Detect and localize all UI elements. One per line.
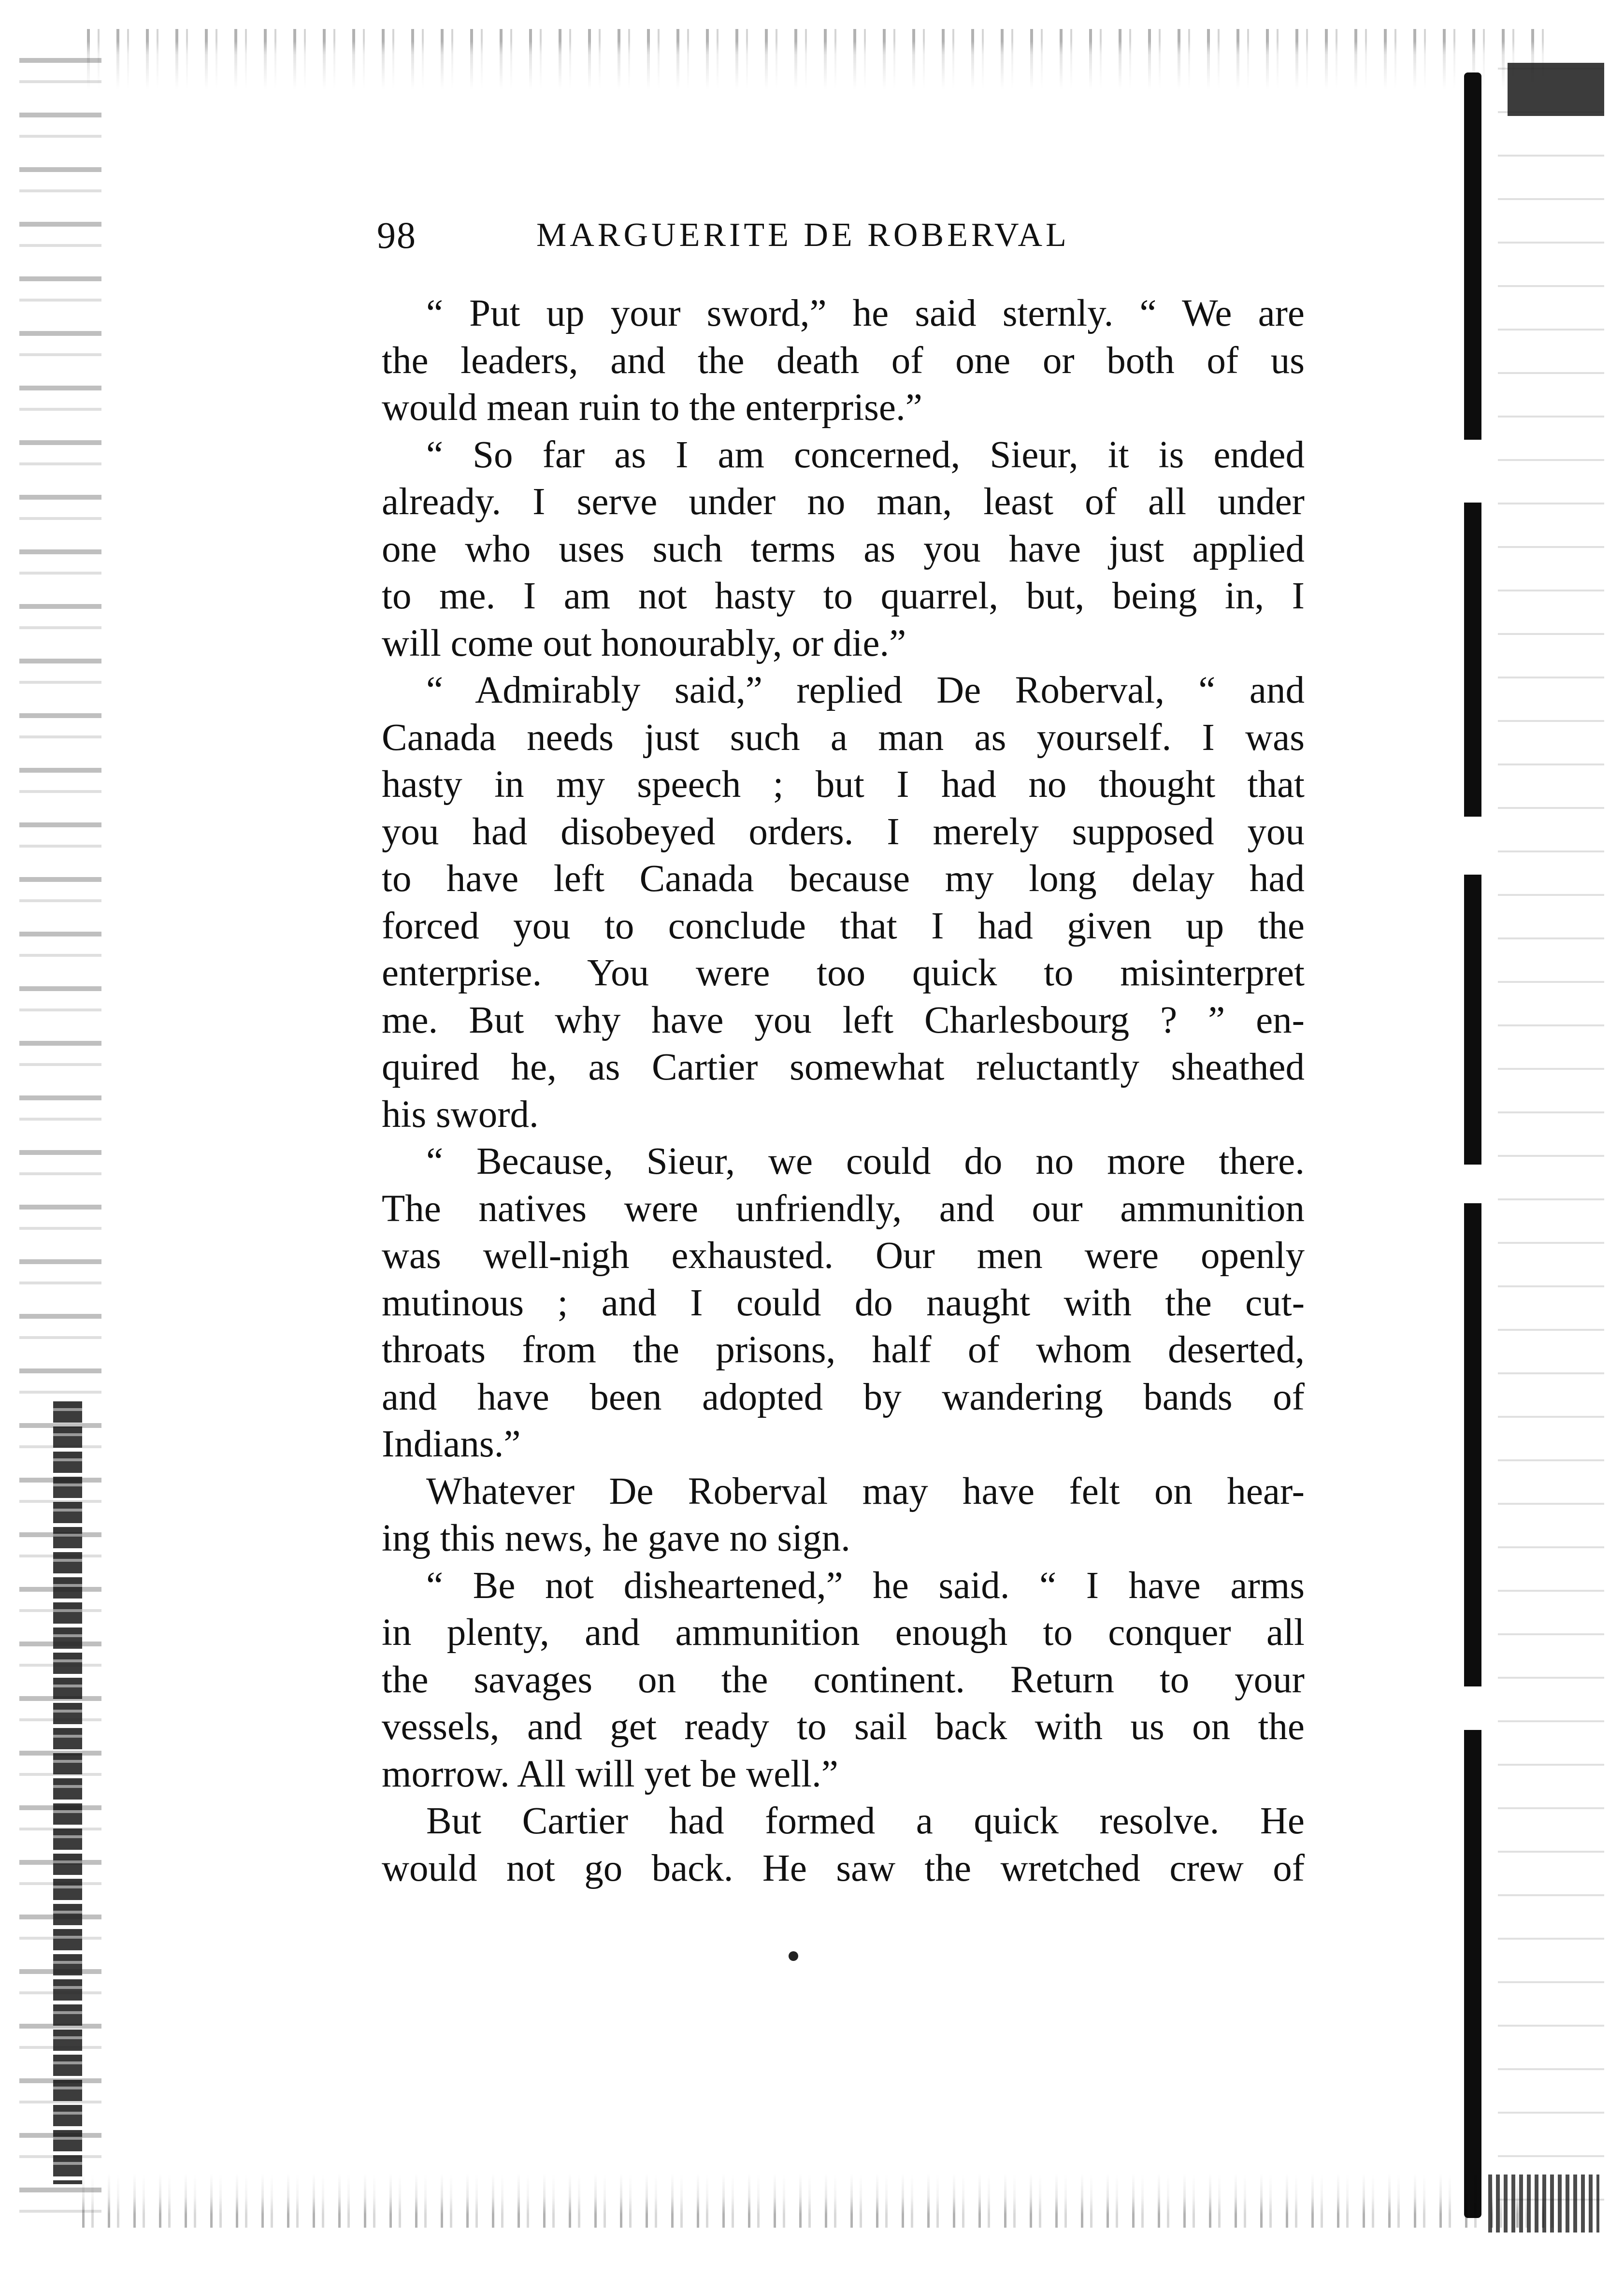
text-line: “ So far as I am concerned, Sieur, it is ended (426, 433, 1305, 476)
text-line: his sword. (382, 1093, 539, 1136)
scan-corner-bottom-right (1488, 2175, 1599, 2232)
text-line: morrow. All will yet be well.” (382, 1753, 838, 1795)
page-number: 98 (377, 214, 417, 256)
text-line: enterprise. You were too quick to misinterpret (382, 952, 1305, 994)
text-line: Whatever De Roberval may have felt on hear- (426, 1470, 1305, 1512)
text-line: will come out honourably, or die.” (382, 622, 906, 664)
running-title: MARGUERITE DE ROBERVAL (536, 216, 1070, 254)
text-line: “ Because, Sieur, we could do no more there. (426, 1140, 1305, 1182)
body-text (382, 290, 1305, 1892)
text-line: the leaders, and the death of one or both of us (382, 339, 1305, 382)
ink-speck (789, 1951, 798, 1961)
running-head (377, 209, 1401, 262)
text-line: vessels, and get ready to sail back with us on the (382, 1706, 1305, 1748)
text-line: ing this news, he gave no sign. (382, 1517, 850, 1559)
text-line: “ Admirably said,” replied De Roberval, “ and (426, 669, 1305, 711)
text-line: “ Be not disheartened,” he said. “ I have arms (426, 1564, 1305, 1607)
text-line: mutinous ; and I could do naught with the cut- (382, 1282, 1305, 1324)
text-line: you had disobeyed orders. I merely supposed you (382, 810, 1305, 853)
text-line: was well-nigh exhausted. Our men were openly (382, 1235, 1305, 1277)
text-line: in plenty, and ammunition enough to conquer all (382, 1612, 1305, 1654)
text-line: forced you to conclude that I had given up the (382, 905, 1305, 947)
text-line: and have been adopted by wandering bands of (382, 1376, 1305, 1418)
text-line: the savages on the continent. Return to your (382, 1658, 1305, 1701)
scan-page-gutter-shadow (1464, 72, 1481, 2218)
text-line: But Cartier had formed a quick resolve. He (426, 1800, 1305, 1842)
text-line: hasty in my speech ; but I had no thought that (382, 763, 1305, 806)
scan-edge-bottom (82, 2160, 1561, 2228)
text-line: The natives were unfriendly, and our ammunition (382, 1187, 1305, 1230)
text-line: quired he, as Cartier somewhat reluctantly sheathed (382, 1046, 1305, 1088)
scan-edge-right (1498, 68, 1604, 2223)
scan-corner-top-right (1508, 63, 1604, 116)
text-line: would not go back. He saw the wretched crew of (382, 1847, 1305, 1889)
text-line: to me. I am not hasty to quarrel, but, being in, I (382, 575, 1305, 617)
text-line: “ Put up your sword,” he said sternly. “ We are (426, 292, 1305, 334)
scan-edge-left-binding (53, 1401, 82, 2184)
text-line: throats from the prisons, half of whom deserted, (382, 1329, 1305, 1371)
text-line: to have left Canada because my long delay had (382, 858, 1305, 900)
text-line: Canada needs just such a man as yourself. I was (382, 716, 1305, 759)
scan-edge-top (87, 29, 1546, 130)
text-line: would mean ruin to the enterprise.” (382, 387, 922, 429)
text-line: one who uses such terms as you have just applied (382, 528, 1305, 570)
text-line: already. I serve under no man, least of all under (382, 481, 1305, 523)
text-line: me. But why have you left Charlesbourg ? ” en- (382, 999, 1305, 1041)
text-line: Indians.” (382, 1423, 521, 1465)
